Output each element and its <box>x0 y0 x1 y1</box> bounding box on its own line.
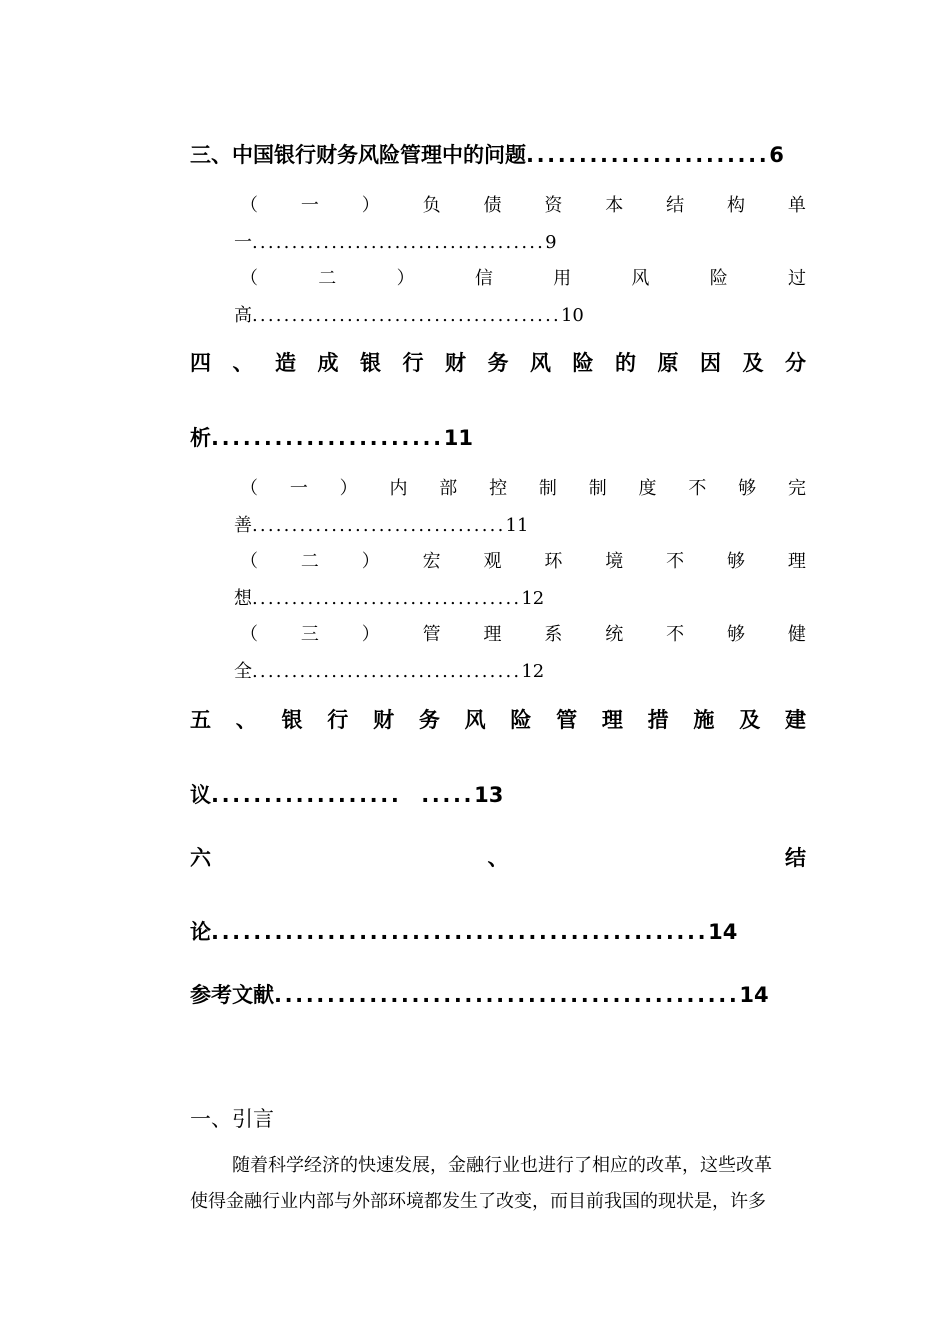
toc-char: 施 <box>693 708 715 732</box>
toc-char: 险 <box>709 268 728 289</box>
toc-char: 理 <box>483 624 502 645</box>
toc-char: 银 <box>360 351 381 375</box>
toc-char: 过 <box>787 268 806 289</box>
toc-entry-section-6-line2[interactable] <box>190 916 737 946</box>
toc-entry-4-2-line1[interactable] <box>240 547 806 573</box>
toc-leader: ................................ <box>252 515 506 536</box>
toc-char: 单 <box>787 195 806 216</box>
toc-char: 分 <box>785 351 806 375</box>
toc-entry-section-5-line1[interactable] <box>190 704 806 734</box>
toc-char: 统 <box>605 624 624 645</box>
toc-char: ） <box>396 268 415 289</box>
toc-char: 及 <box>742 351 764 375</box>
toc-char: ） <box>339 478 358 499</box>
toc-char: 一 <box>300 195 319 216</box>
toc-char: 够 <box>738 478 757 499</box>
toc-page-number: 12 <box>521 588 545 609</box>
toc-entry-4-3-line1[interactable] <box>240 620 806 646</box>
toc-char: 财 <box>373 708 395 732</box>
toc-page-number: 6 <box>769 143 784 167</box>
toc-leader: .................................. <box>252 588 522 609</box>
toc-char: （ <box>240 624 258 645</box>
toc-char: 控 <box>489 478 508 499</box>
toc-char: 造 <box>275 351 296 375</box>
toc-char: 风 <box>631 268 650 289</box>
toc-char: 不 <box>688 478 707 499</box>
toc-page-number: 10 <box>560 305 584 326</box>
toc-char: 债 <box>483 195 502 216</box>
toc-leader: ............................................... <box>211 920 709 944</box>
toc-entry-3-1-line2[interactable] <box>234 228 557 254</box>
toc-title-cont: 高 <box>234 305 252 326</box>
toc-char: 理 <box>601 708 623 732</box>
toc-char: 内 <box>389 478 408 499</box>
toc-char: 务 <box>487 351 509 375</box>
toc-char: 制 <box>538 478 557 499</box>
toc-char: 制 <box>588 478 607 499</box>
toc-leader: .................. ..... <box>211 783 475 807</box>
intro-heading: 一、引言 <box>190 1107 274 1131</box>
toc-page-number: 9 <box>545 232 557 253</box>
toc-char: 管 <box>422 624 441 645</box>
toc-entry-3-1-line1[interactable] <box>240 191 806 217</box>
toc-char: 因 <box>700 351 721 375</box>
toc-char: 财 <box>445 351 466 375</box>
toc-char: 、 <box>235 708 257 732</box>
toc-title: 三、中国银行财务风险管理中的问题 <box>190 143 526 167</box>
toc-char: 环 <box>544 551 563 572</box>
toc-title-cont: 想 <box>234 588 252 609</box>
intro-paragraph-line: 随着科学经济的快速发展，金融行业也进行了相应的改革，这些改革 <box>232 1155 772 1176</box>
intro-paragraph-line: 使得金融行业内部与外部环境都发生了改变，而目前我国的现状是，许多 <box>190 1191 766 1212</box>
toc-char: 六 <box>190 846 211 870</box>
toc-char: 行 <box>402 351 424 375</box>
toc-char: 度 <box>638 478 657 499</box>
toc-char: 负 <box>422 195 441 216</box>
toc-char: 原 <box>657 351 679 375</box>
toc-char: 资 <box>544 195 563 216</box>
toc-char: 措 <box>647 708 669 732</box>
toc-char: 够 <box>727 551 745 572</box>
toc-leader: ..................................... <box>252 232 546 253</box>
toc-char: ） <box>361 624 380 645</box>
toc-char: 理 <box>787 551 806 572</box>
toc-title-cont: 议 <box>190 783 211 807</box>
toc-char: ） <box>361 551 380 572</box>
toc-leader: ....................................... <box>252 305 561 326</box>
toc-char: 一 <box>289 478 308 499</box>
toc-char: 险 <box>510 708 532 732</box>
toc-entry-references[interactable] <box>190 979 769 1009</box>
toc-char: 成 <box>317 351 339 375</box>
toc-char: 不 <box>666 551 685 572</box>
toc-title-cont: 论 <box>190 920 211 944</box>
toc-char: 宏 <box>422 551 441 572</box>
toc-entry-3-2-line1[interactable] <box>240 264 806 290</box>
toc-page-number: 13 <box>474 783 504 807</box>
toc-char: 部 <box>439 478 458 499</box>
toc-char: （ <box>240 478 258 499</box>
toc-char: 不 <box>666 624 685 645</box>
toc-char: 二 <box>300 551 319 572</box>
toc-entry-section-5-line2[interactable] <box>190 779 503 809</box>
toc-entry-4-1-line1[interactable] <box>240 474 806 500</box>
toc-page-number: 14 <box>708 920 738 944</box>
toc-entry-section-4-line2[interactable] <box>190 422 473 452</box>
toc-title-cont: 析 <box>190 426 211 450</box>
toc-char: 二 <box>318 268 337 289</box>
toc-title-cont: 善 <box>234 515 252 536</box>
toc-char: 管 <box>556 708 578 732</box>
toc-entry-4-2-line2[interactable] <box>234 584 544 610</box>
toc-char: 行 <box>327 708 349 732</box>
toc-page-number: 11 <box>443 426 473 450</box>
toc-leader: .................................. <box>252 661 522 682</box>
toc-char: 结 <box>785 846 806 870</box>
toc-char: 建 <box>784 708 806 732</box>
toc-char: 健 <box>787 624 806 645</box>
toc-char: 风 <box>464 708 486 732</box>
toc-page-number: 11 <box>505 515 529 536</box>
toc-char: 信 <box>474 268 493 289</box>
toc-char: ） <box>361 195 380 216</box>
toc-entry-4-1-line2[interactable] <box>234 511 528 537</box>
toc-leader: ............................................ <box>274 983 740 1007</box>
toc-char: 完 <box>787 478 806 499</box>
toc-entry-3-2-line2[interactable] <box>234 301 584 327</box>
toc-title-cont: 一 <box>234 232 252 253</box>
toc-entry-section-6-line1[interactable] <box>190 842 806 872</box>
toc-char: 三 <box>300 624 319 645</box>
toc-char: 够 <box>727 624 745 645</box>
toc-char: （ <box>240 195 258 216</box>
toc-char: 结 <box>666 195 685 216</box>
toc-char: 五 <box>190 708 211 732</box>
toc-leader: ....................... <box>526 143 770 167</box>
toc-char: 及 <box>739 708 761 732</box>
toc-char: 险 <box>572 351 594 375</box>
toc-char: 银 <box>281 708 303 732</box>
toc-char: 、 <box>487 846 509 870</box>
toc-title-cont: 全 <box>234 661 252 682</box>
toc-leader: ...................... <box>211 426 444 450</box>
toc-char: （ <box>240 551 258 572</box>
toc-title: 参考文献 <box>190 983 274 1007</box>
toc-char: 观 <box>483 551 502 572</box>
toc-entry-section-4-line1[interactable] <box>190 347 806 377</box>
toc-page-number: 12 <box>521 661 545 682</box>
toc-char: 风 <box>530 351 551 375</box>
toc-char: 四 <box>190 351 211 375</box>
toc-char: 系 <box>544 624 563 645</box>
toc-char: 的 <box>615 351 636 375</box>
toc-char: 、 <box>232 351 254 375</box>
toc-char: 境 <box>605 551 624 572</box>
toc-char: 本 <box>605 195 624 216</box>
toc-char: 用 <box>553 268 572 289</box>
toc-entry-4-3-line2[interactable] <box>234 657 544 683</box>
toc-char: （ <box>240 268 258 289</box>
toc-page-number: 14 <box>739 983 769 1007</box>
toc-entry-section-3[interactable] <box>190 139 784 169</box>
toc-char: 务 <box>418 708 440 732</box>
toc-char: 构 <box>727 195 745 216</box>
